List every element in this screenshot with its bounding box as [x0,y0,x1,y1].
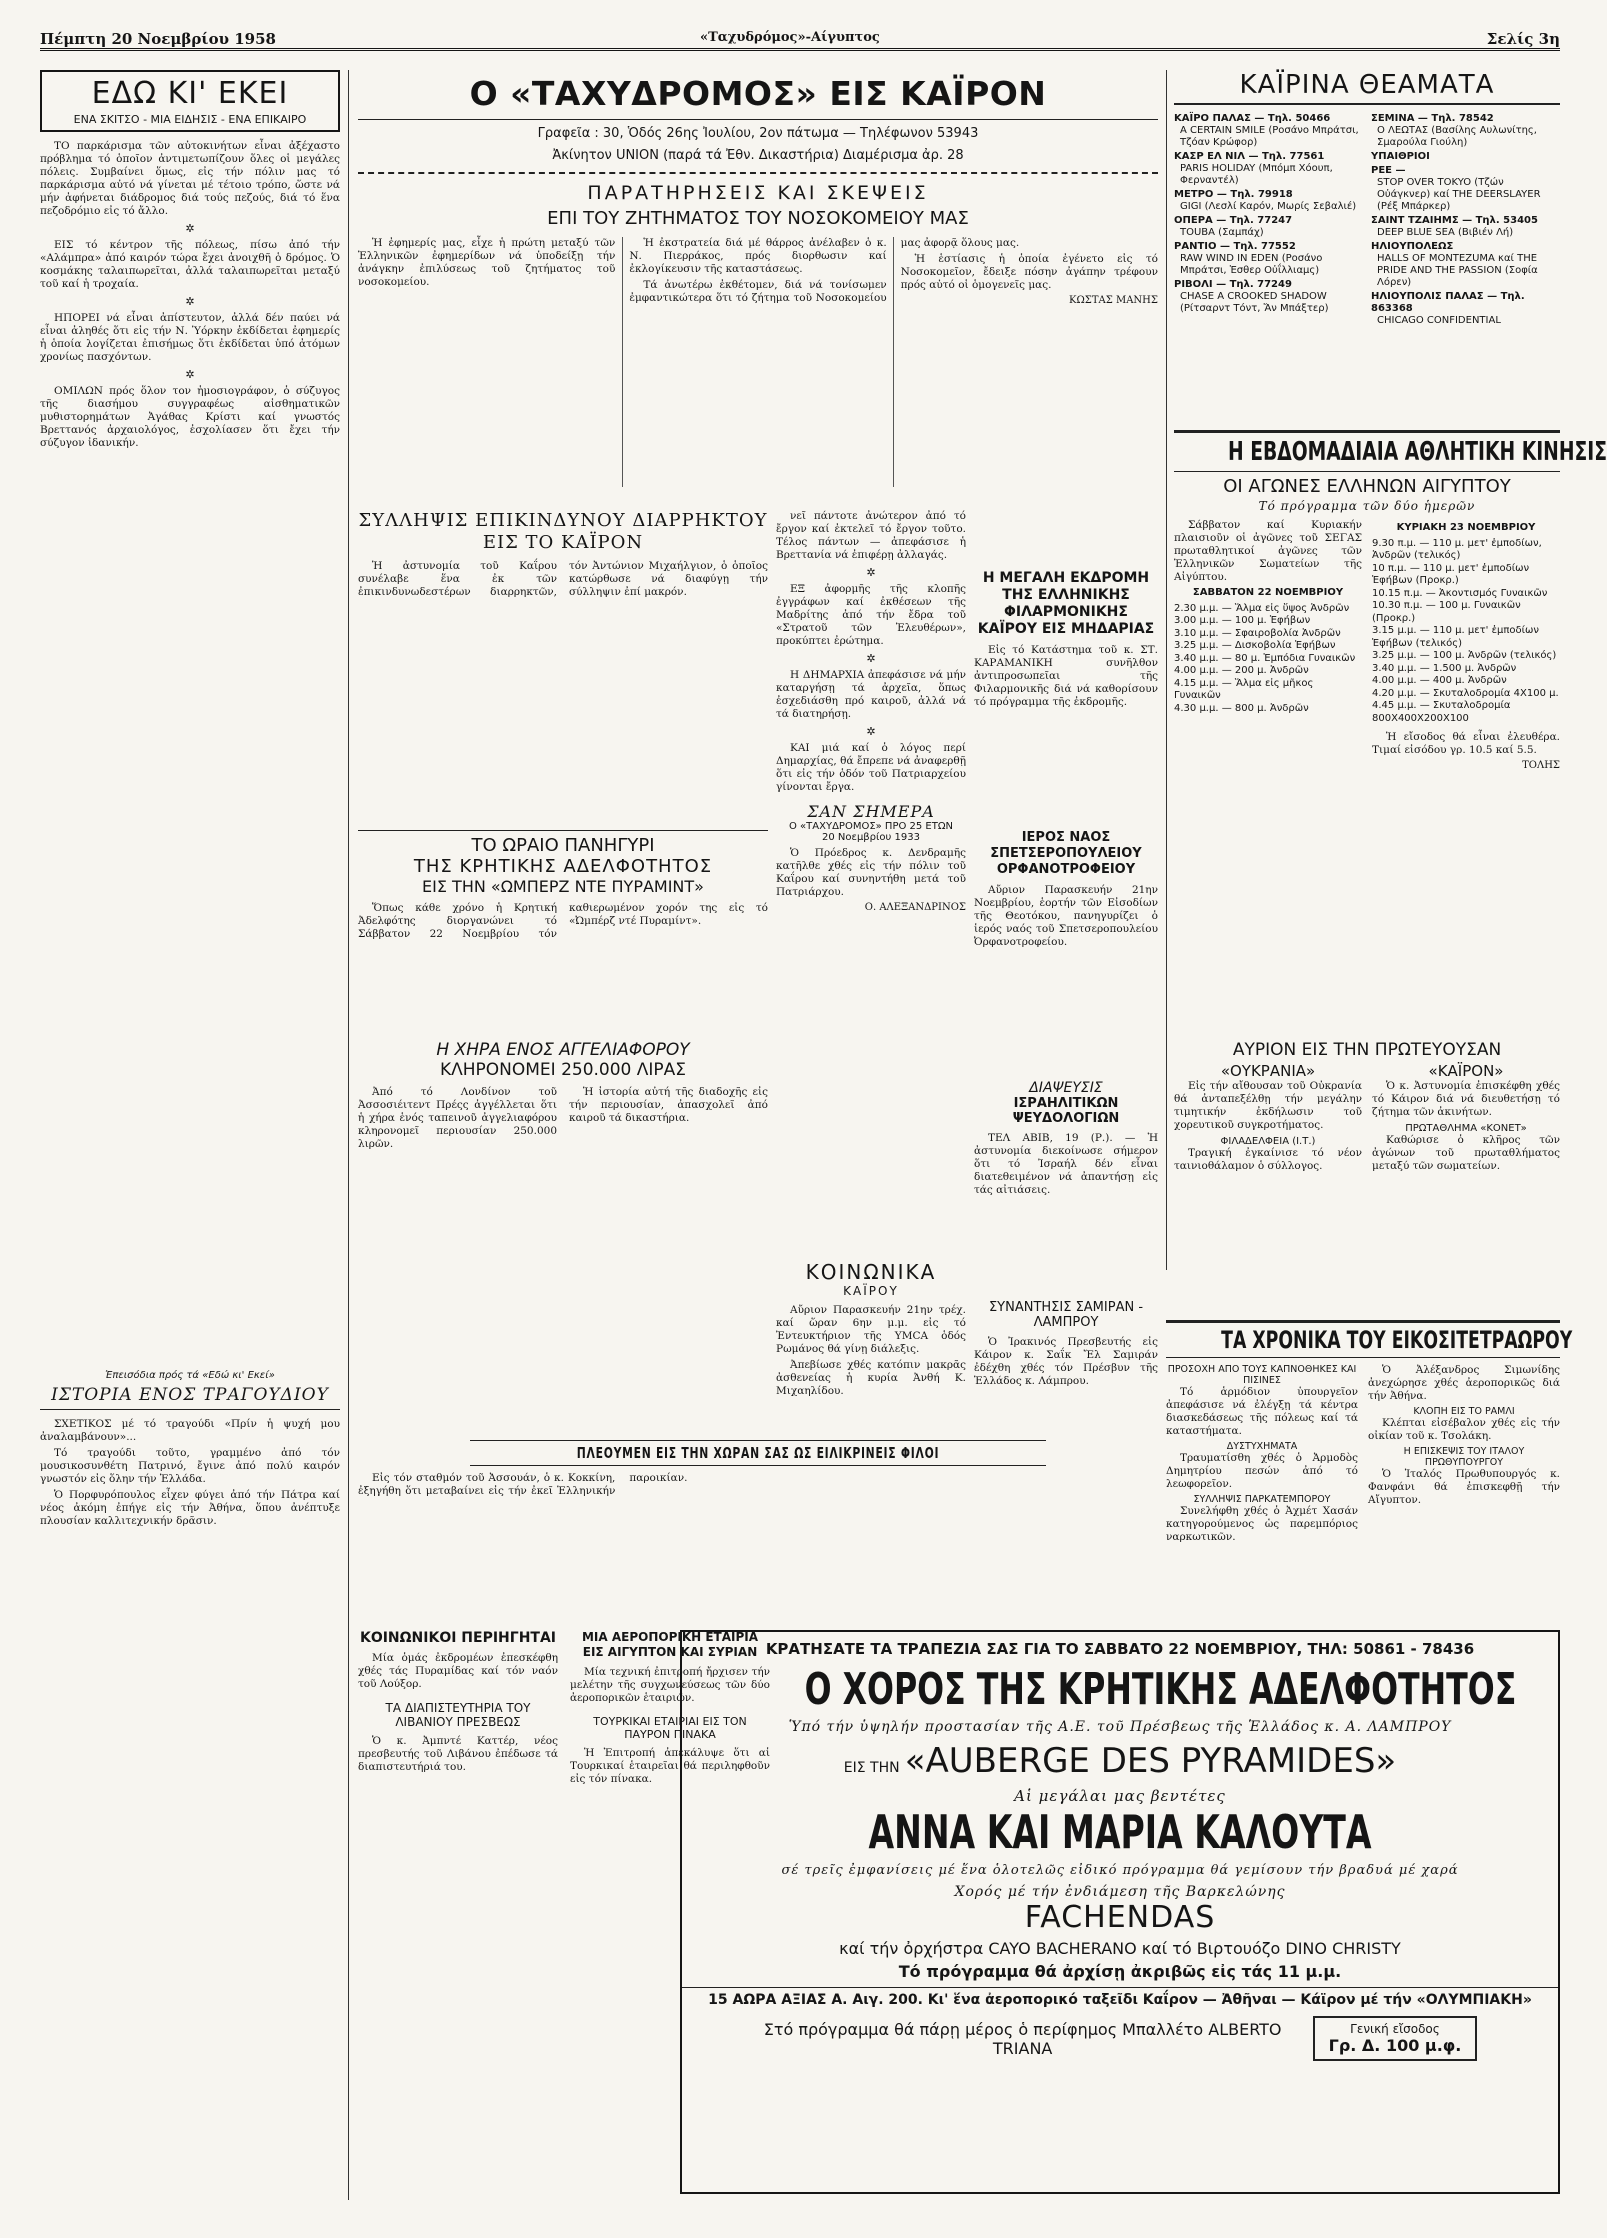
cinema-venue: ΡΕΕ — [1371,165,1406,176]
nosokomeio-byline: ΚΩΣΤΑΣ ΜΑΝΗΣ [1069,295,1158,306]
edo-paragraph-4: ΟΜΙΛΩΝ πρός ὅλον τον ἡμοσιογράφον, ὁ σύζυγος τῆς διασήμου συγγραφέως αἰσθηματικῶν μυθιστορημάτων Ἀγάθας Κρίστι καί γνωστός Βρεττανός ἀρχαιολόγος, ἐσχολίασεν ὅτι ἔχει τήν σύζυγον ἰδανικήν. [40,385,340,449]
ad-performers: ΑΝΝΑ ΚΑΙ ΜΑΡΙΑ ΚΑΛΟΥΤΑ [868,1805,1372,1859]
column-rule [348,70,349,2200]
nosokomeio-paragraph-4: Ἡ ἑστίασις ἡ ὁποία ἐγένετο εἰς τό Νοσοκομεῖον, ἔδειξε πόσην ἀγάπην τρέφουν πρός αὐτό οἱ ὁμογενεῖς μας. [900,253,1158,291]
article-nosokomeio [358,182,1158,502]
edo-paragraph-3: ΗΠΟΡΕΙ νά εἶναι ἀπίστευτον, ἀλλά δέν παύει νά εἶναι ἀληθές ὅτι εἰς τήν Ν. Ὑόρκην ἐκδίδεται ἐφημερίς ἡ ὁποία λογίζεται ἐπισήμως ὅτι ἐκδίδεται ὑπό ἀτόμων χρονίως πασχόντων. [40,312,340,363]
cinema-venue: ΚΑΪΡΟ ΠΑΛΑΣ — Τηλ. 50466 [1174,113,1331,124]
ad-start-time: Τό πρόγραμμα θά ἀρχίσῃ ἀκριβῶς εἰς τάς 11 μ.μ. [898,1962,1342,1981]
cinema-film: CHICAGO CONFIDENTIAL [1377,315,1501,326]
diapsefsis-title: ΙΣΡΑΗΛΙΤΙΚΩΝ ΨΕΥΔΟΛΟΓΙΩΝ [1012,1096,1120,1126]
livanos-text: Ὁ κ. Ἀμπντέ Καττέρ, νέος πρεσβευτής τοῦ Λιβάνου ἐπέδωσε τά διαπιστευτήριά του. [358,1735,558,1773]
song-title: ΙΣΤΟΡΙΑ ΕΝΟΣ ΤΡΑΓΟΥΔΙΟΥ [40,1385,340,1410]
schedule-row: 4.00 μ.μ. — 400 μ. Ἀνδρῶν [1372,675,1507,686]
avrion-title: ΑΥΡΙΟΝ ΕΙΣ ΤΗΝ ΠΡΩΤΕΥΟΥΣΑΝ [1232,1040,1502,1060]
cinema-film: RAW WIND IN EDEN (Ροσάνο Μπράτσι, Ἐσθερ Οὐΐλλιαμς) [1180,253,1323,276]
chira-text: Ἀπό τό Λονδίνον τοῦ Ἀσσοσιέιτεντ Πρέςς ἀγγέλλεται ὅτι ἡ χήρα ἑνός ταπεινοῦ ἀγγελιαφόρου κληρονομεῖ περιουσίαν 250.000 λιρῶν. [358,1086,557,1150]
cinema-film: HALLS OF MONTEZUMA καί THE PRIDE AND THE PASSION (Σοφία Λόρεν) [1377,253,1538,288]
schedule-row: 3.40 μ.μ. — 1.500 μ. Ἀνδρῶν [1372,662,1517,674]
cinema-film: STOP OVER TOKYO (Τζών Οὐάγκνερ) καί THE DEERSLAYER (Ρέξ Μπάρκερ) [1377,177,1541,212]
athlitiki-kinisis [1174,430,1607,1030]
dimarchia-paragraph-2: ΕΞ ἀφορμῆς τῆς κλοπῆς ἐγγράφων καί ἐκθέσεων τῆς Μαδρίτης ἀπό τήν ἔδρα τοῦ «Στρατοῦ τῶν Ἐλευθέρων», προκύπτει ἐρώτημα. [776,583,966,647]
article-chira [358,1040,768,1420]
day-1-heading: ΣΑΒΒΑΤΟΝ 22 ΝΟΕΜΒΡΙΟΥ [1192,587,1344,598]
article-panigyri [358,830,768,1035]
star-divider: ✲ [185,222,195,235]
ad-price-box [1313,2016,1478,2061]
folio-rule [40,48,1560,51]
san-simera-date: 20 Νοεμβρίου 1933 [822,832,920,843]
xronika-right-text-2: Κλέπται εἰσέβαλον χθές εἰς τήν οἰκίαν τοῦ κ. Τσολάκη. [1368,1417,1560,1442]
cinema-venue: ΣΕΜΙΝΑ — Τηλ. 78542 [1371,113,1494,124]
diapsefsis-kicker: ΔΙΑΨΕΥΣΙΣ [1029,1080,1103,1096]
avrion-article [1174,1040,1560,1310]
star-divider: ✲ [185,295,195,308]
article-diapsefsis [974,1080,1158,1250]
folio-paper: «Ταχυδρόμος»-Αίγυπτος [700,30,880,45]
article-orfanotrofeio [974,830,1158,1030]
avrion-filadelfeia: ΦΙΛΑΔΕΛΦΕΙΑ (Ι.Τ.) [1220,1136,1316,1147]
athlitiki-intro: Σάββατον καί Κυριακήν πλαισιοῦν οἱ ἀγῶνες τοῦ ΣΕΓΑΣ πρωταθλητικοί ἀγῶνες τῶν Ἑλληνικῶν Σωματείων τῆς Αἰγύπτου. [1174,519,1362,583]
article-periigitai [358,1630,558,2190]
xronika-article [1166,1320,1573,1620]
cinema-venue: ΣΑΙΝΤ ΤΖΑΙΗΜΣ — Τηλ. 53405 [1371,215,1538,226]
folio-bar [40,30,1560,52]
avrion-right-text-2: Καθώρισε ὁ κλῆρος τῶν ἀγώνων τοῦ πρωταθλήματος μεταξύ τῶν σωματείων. [1372,1134,1560,1172]
chira-text-2: Ἡ ἱστορία αὐτή τῆς διαδοχῆς εἰς τήν περιουσίαν, ἀπασχολεῖ ἀπό καιροῦ τά δικαστήρια. [569,1086,768,1124]
ad-ballet: Στό πρόγραμμα θά πάρῃ μέρος ὁ περίφημος Μπαλλέτο ALBERTO TRIANA [763,2019,1282,2058]
schedule-row: 10 π.μ. — 110 μ. μετ' ἐμποδίων Ἐφήβων (Προκρ.) [1372,562,1530,586]
nosokomeio-paragraph-1: Ἡ ἐφημερίς μας, εἶχε ἡ πρώτη μεταξύ τῶν Ἑλληνικῶν ἐφημερίδων νά ὑποδείξῃ τήν ἀνάγκην ἐπιλύσεως τοῦ ζητήματος τοῦ νοσοκομείου. [358,237,616,288]
avrion-left-text: Εἰς τήν αἴθουσαν τοῦ Οὐκρανία θά ἀνταπεξέλθῃ τήν μεγάλην τιμητικήν ἐκδήλωσιν τοῦ χορευτικοῦ συγκροτήματος. [1174,1080,1362,1131]
athlitiki-title: Η ΕΒΔΟΜΑΔΙΑΙΑ ΑΘΛΗΤΙΚΗ ΚΙΝΗΣΙΣ [1228,437,1607,467]
schedule-row: 3.25 μ.μ. — Δισκοβολία Ἐφήβων [1174,640,1336,651]
dimarchia-paragraph-1: νεῖ πάντοτε ἀνώτερον ἀπό τό ἔργον καί ἐκτελεῖ τό ἔργον τοῦτο. Τέλος πάντων — ἀπεφάσισε ἡ Βρεττανία νά ἐπιφέρῃ ἀλλαγάς. [776,510,966,561]
folio-page-number: Σελίς 3η [1486,30,1560,48]
ad-performers-note: σέ τρεῖς ἐμφανίσεις μέ ἕνα ὁλοτελῶς εἰδικό πρόγραμμα θά γεμίσουν τήν βραδυά μέ χαρά [781,1863,1459,1878]
avrion-right-text: Ὁ κ. Ἀστυνομία ἐπισκέφθη χθές τό Κάιρον διά νά διευθετήσῃ τό ζήτημα τῶν ἀκινήτων. [1372,1080,1560,1118]
xronika-klopi: ΚΛΟΠΗ ΕΙΣ ΤΟ ΡΑΜΛΙ [1413,1406,1515,1417]
ad-venue: «AUBERGE DES PYRAMIDES» [904,1741,1397,1781]
folio-date: Πέμπτη 20 Νοεμβρίου 1958 [40,30,276,48]
koinonika-text: Αὔριον Παρασκευήν 21ην τρέχ. καί ὥραν 6ην μ.μ. εἰς τό Ἐντευκτήριον τῆς ΥΜCΑ ὁδός Ρωμάνος θά γίνῃ διάλεξις. [776,1304,966,1355]
dimarchia-paragraph-3: Η ΔΗΜΑΡΧΙΑ ἀπεφάσισε νά μήν καταργήσῃ τά ἀρχεῖα, ὅπως ἐσχεδιάσθη πρό καιροῦ, ἀλλά νά τά διατηρήσῃ. [776,669,966,720]
cinema-venue: ΚΑΣΡ ΕΛ ΝΙΛ — Τηλ. 77561 [1174,151,1325,162]
xronika-left-head: ΠΡΟΣΟΧΗ ΑΠΟ ΤΟΥΣ ΚΑΠΝΟΘΗΚΕΣ ΚΑΙ ΠΙΣΙΝΕΣ [1167,1364,1357,1386]
article-filarmoniki [974,570,1158,810]
periigitai-text: Μία ὁμάς ἐκδρομέων ἐπεσκέφθη χθές τάς Πυραμίδας καί τόν ναόν τοῦ Λούξορ. [358,1652,558,1690]
dimarchia-paragraph-4: ΚΑΙ μιά καί ὁ λόγος περί Δημαρχίας, θά ἔπρεπε νά ἀναφερθῇ ὅτι εἰς τήν ὁδόν τοῦ Πατριαρχείου γίνονται ἔργα. [776,742,966,793]
schedule-row: 4.30 μ.μ. — 800 μ. Ἀνδρῶν [1174,702,1309,714]
edo-ki-ekei-subtitle: ΕΝΑ ΣΚΙΤΣΟ - ΜΙΑ ΕΙΔΗΣΙΣ - ΕΝΑ ΕΠΙΚΑΙΡΟ [73,113,307,126]
star-divider: ✲ [866,725,876,738]
kairina-title: ΚΑΪΡΙΝΑ ΘΕΑΜΑΤΑ [1174,70,1560,105]
synantisis-title: ΣΥΝΑΝΤΗΣΙΣ ΣΑΜΙΡΑΝ - ΛΑΜΠΡΟΥ [988,1300,1144,1330]
syllipsis-text: Ἡ ἀστυνομία τοῦ Καΐρου συνέλαβε ἕνα ἐκ τῶν ἐπικινδυνωδεστέρων διαρρηκτῶν, τόν Ἀντώνιον Μιχαήλγιον, ὁ ὁποῖος κατώρθωσε νά διαφύγῃ τήν σύλληψιν ἐπί μακρόν. [358,560,768,598]
kairina-theamata [1174,70,1560,430]
masthead-title: Ο «ΤΑΧΥΔΡΟΜΟΣ» ΕΙΣ ΚΑΪΡΟΝ [358,74,1158,120]
xronika-dystychimata: ΔΥΣΤΥΧΗΜΑΤΑ [1226,1441,1298,1452]
athlitiki-subtitle: ΟΙ ΑΓΩΝΕΣ ΕΛΛΗΝΩΝ ΑΙΓΥΠΤΟΥ [1223,476,1511,497]
livanos-title: ΤΑ ΔΙΑΠΙΣΤΕΥΤΗΡΙΑ ΤΟΥ ΛΙΒΑΝΙΟΥ ΠΡΕΣΒΕΩΣ [385,1701,531,1729]
cinema-list-left [1174,111,1363,327]
synantisis-text: Ὁ Ἰρακινός Πρεσβευτής εἰς Κάιρον κ. Σαΐκ Ἔλ Σαμιράν ἐδέχθη χθές τόν Πρέσβυν τῆς Ἑλλάδος κ. Λάμπρου. [974,1336,1158,1387]
xronika-right-text-3: Ὁ Ἰταλός Πρωθυπουργός κ. Φανφάνι θά ἐπισκεφθῇ τήν Αἴγυπτον. [1368,1468,1560,1506]
koinonika-sub: ΚΑΪΡΟΥ [843,1284,899,1298]
ad-price: Γρ. Δ. 100 μ.φ. [1328,2036,1462,2055]
cinema-venue: ΥΠΑΙΘΡΙΟΙ [1371,151,1430,162]
song-paragraph-1: ΣΧΕΤΙΚΟΣ μέ τό τραγούδι «Πρίν ἡ ψυχή μου ἀναλαμβάνουν»... [40,1418,340,1443]
koinonika-title: ΚΟΙΝΩΝΙΚΑ [805,1260,937,1284]
edo-paragraph-1: ΤΟ παρκάρισμα τῶν αὐτοκινήτων εἶναι ἀξέχαστο πρόβλημα τό ὁποῖον ἀντιμετωπίζουν ὅλες οἱ μεγάλες πόλεις. Συμβαίνει ὅμως, εἰς τήν πόλιν μας τό παρκάρισμα αὐτό νά γίνεται μέ τέτοιο τρόπο, ὥστε νά μήν ἀφήνεται διάδρομος διά τούς πεζούς, διά τό ἕνα πεζοδρόμιο εἰς τό ἄλλο. [40,140,340,217]
xronika-syllipsis: ΣΥΛΛΗΨΙΣ ΠΑΡΚΑΤΕΜΠΟΡΟΥ [1193,1494,1331,1505]
masthead [358,74,1158,184]
nosokomeio-title: ΕΠΙ ΤΟΥ ΖΗΤΗΜΑΤΟΣ ΤΟΥ ΝΟΣΟΚΟΜΕΙΟΥ ΜΑΣ [547,208,969,229]
schedule-row: 10.30 π.μ. — 100 μ. Γυναικῶν (Προκρ.) [1372,600,1521,624]
star-divider: ✲ [866,652,876,665]
ad-patronage: Ὑπό τήν ὑψηλήν προστασίαν τῆς Α.Ε. τοῦ Πρέσβεως τῆς Ἑλλάδος κ. Α. ΛΑΜΠΡΟΥ [788,1719,1452,1735]
aeroporiki-title: ΜΙΑ ΑΕΡΟΠΟΡΙΚΗ ΕΤΑΙΡΙΑ ΕΙΣ ΑΙΓΥΠΤΟΝ ΚΑΙ ΣΥΡΙΑΝ [581,1630,759,1659]
song-paragraph-3: Ὁ Πορφυρόπουλος εἶχεν φύγει ἀπό τήν Πάτρα καί νέος ἀκόμη ἐπήγε εἰς τήν Ἀθήνα, ὅπου ἀνέπτυξε πλουσίαν καλλιτεχνικήν δρᾶσιν. [40,1489,340,1527]
ad-orchestra: καί τήν ὀρχήστρα CAYO BACHERANO καί τό Βιρτουόζο DINO CHRISTY [839,1939,1401,1958]
panigyri-line-1: ΤΟ ΩΡΑΙΟ ΠΑΝΗΓΥΡΙ [471,835,655,856]
cinema-venue: ΡΙΒΟΛΙ — Τηλ. 77249 [1174,279,1292,290]
panigyri-line-3: ΕΙΣ ΤΗΝ «ΩΜΠΕΡΖ ΝΤΕ ΠΥΡΑΜΙΝΤ» [422,877,704,896]
dance-advertisement [680,1630,1560,2194]
athlitiki-byline: ΤΟΛΗΣ [1522,760,1560,771]
filarmoniki-text: Εἰς τό Κατάστημα τοῦ κ. ΣΤ. ΚΑΡΑΜΑΝΙΚΗ συνῆλθον ἀντιπροσωπεῖαι τῆς Φιλαρμονικῆς διά νά καθορίσουν τό πρόγραμμα τῆς ἐκδρομῆς. [974,644,1158,708]
ad-headline: Ο ΧΟΡΟΣ ΤΗΣ ΚΡΗΤΙΚΗΣ ΑΔΕΛΦΟΤΗΤΟΣ [804,1664,1517,1715]
san-simera-text: Ὁ Πρόεδρος κ. Δενδραμῆς κατῆλθε χθές εἰς τήν πόλιν τοῦ Καΐρου καί συνηντήθη μετά τοῦ Πατριάρχου. [776,847,966,898]
periigitai-title: ΚΟΙΝΩΝΙΚΟΙ ΠΕΡΙΗΓΗΤΑΙ [359,1630,557,1646]
schedule-row: 3.25 μ.μ. — 100 μ. Ἀνδρῶν (τελικός) [1372,650,1557,661]
schedule-row: 3.15 μ.μ. — 110 μ. μετ' ἐμποδίων Ἐφήβων (τελικός) [1372,625,1539,649]
cinema-venue: ΗΛΙΟΥΠΟΛΙΣ ΠΑΛΑΣ — Τηλ. 863368 [1371,291,1525,314]
xronika-episkepsis: Η ΕΠΙΣΚΕΨΙΣ ΤΟΥ ΙΤΑΛΟΥ ΠΡΩΘΥΠΟΥΡΓΟΥ [1403,1446,1525,1468]
column-edo-ki-ekei [40,70,340,2200]
san-simera-title: ΣΑΝ ΣΗΜΕΡΑ [807,802,935,821]
schedule-row: 3.00 μ.μ. — 100 μ. Ἐφήβων [1174,615,1311,626]
star-divider: ✲ [185,368,195,381]
xronika-right-text: Ὁ Ἀλέξανδρος Σιμωνίδης ἀνεχώρησε χθές ἀεροπορικῶς διά τήν Ἀθήνα. [1368,1364,1560,1402]
xronika-left-text-2: Τραυματίσθη χθές ὁ Ἀρμοδὸς Δημητρίου πεσών ἀπό τό λεωφορεῖον. [1166,1452,1358,1490]
schedule-row: 10.15 π.μ. — Ἀκοντισμός Γυναικῶν [1372,587,1548,599]
avrion-kairon: «ΚΑΪΡΟΝ» [1428,1062,1504,1080]
orfanotrofeio-title: ΙΕΡΟΣ ΝΑΟΣ ΣΠΕΤΣΕΡΟΠΟΥΛΕΙΟΥ ΟΡΦΑΝΟΤΡΟΦΕΙΟΥ [990,830,1142,877]
dimarchia-byline: Ο. ΑΛΕΞΑΝΔΡΙΝΟΣ [864,902,966,913]
ad-fachendas: FACHENDAS [1024,1900,1216,1935]
edo-paragraph-2: ΕΙΣ τό κέντρον τῆς πόλεως, πίσω ἀπό τήν «Αλάμπρα» ἀπό καιρόν τώρα ἔχει ἀνοιχθῆ ὁ δρόμος. Ὁ κοσμάκης ταλαιπωρεῖται, ἀλλά ταλαιπωρεῖται μεταξύ τοῦ καί ἡ τροχαία. [40,239,340,290]
ad-dance-intro: Χορός μέ τήν ἐνδιάμεση τῆς Βαρκελώνης [954,1884,1286,1900]
xronika-left-text-3: Συνελήφθη χθές ὁ Ἀχμέτ Χασάν κατηγορούμενος ὡς παρεμπόριος ναρκωτικῶν. [1166,1505,1358,1543]
ad-venue-prefix: ΕΙΣ ΤΗΝ [843,1760,900,1776]
masthead-building: Ἀκίνητον UNION (παρά τά Ἐθν. Δικαστήρια) Διαμέρισμα ἀρ. 28 [552,148,964,163]
chira-line-2: ΚΛΗΡΟΝΟΜΕΙ 250.000 ΛΙΡΑΣ [439,1060,687,1080]
orfanotrofeio-text: Αὔριον Παρασκευήν 21ην Νοεμβρίου, ἑορτήν τῶν Εἰσοδίων τῆς Θεοτόκου, πανηγυρίζει ὁ ἱερός ναός τοῦ Σπετσεροπουλείου Ὀρφανοτροφείου. [974,884,1158,948]
cinema-venue: ΟΠΕΡΑ — Τηλ. 77247 [1174,215,1293,226]
article-syllipsis [358,510,768,730]
cinema-film: A CERTAIN SMILE (Ροσάνο Μπράτσι, Τζόαν Κρώφορ) [1180,125,1359,148]
song-kicker: Ἐπεισόδια πρός τά «Εδώ κι' Εκεί» [105,1370,275,1381]
koinonika-text-2: Ἀπεβίωσε χθές κατόπιν μακρᾶς ἀσθενείας ἡ κυρία Ἀνθή Κ. Μιχαηλίδου. [776,1359,966,1397]
cinema-film: TOUBA (Σαμπάχ) [1180,227,1264,238]
filarmoniki-title: Η ΜΕΓΑΛΗ ΕΚΔΡΟΜΗ ΤΗΣ ΕΛΛΗΝΙΚΗΣ ΦΙΛΑΡΜΟΝΙΚΗΣ ΚΑΪΡΟΥ ΕΙΣ ΜΗΔΑΡΙΑΣ [977,570,1155,637]
schedule-row: 9.30 π.μ. — 110 μ. μετ' ἐμποδίων, Ἀνδρῶν (τελικός) [1372,537,1542,561]
cinema-list-right [1371,111,1560,327]
schedule-row: 4.20 μ.μ. — Σκυταλοδρομία 4Χ100 μ. [1372,687,1559,699]
syllipsis-title: ΣΥΛΛΗΨΙΣ ΕΠΙΚΙΝΔΥΝΟΥ ΔΙΑΡΡΗΚΤΟΥ ΕΙΣ ΤΟ ΚΑΪΡΟΝ [358,510,768,553]
day-1-schedule [1174,603,1362,716]
masthead-dash-rule [358,172,1158,174]
cinema-film: Ο ΛΕΩΤΑΣ (Βασίλης Αυλωνίτης, Σμαρούλα Γιούλη) [1377,125,1537,148]
tourkikai-text: Ἡ Ἐπιτροπή ἀπεκάλυψε ὅτι αἱ Τουρκικαί ἑταιρεῖαι θά περιληφθοῦν εἰς τόν πίνακα. [570,1747,770,1785]
schedule-row: 4.00 μ.μ. — 200 μ. Ἀνδρῶν [1174,665,1309,676]
tourkikai-title: ΤΟΥΡΚΙΚΑΙ ΕΤΑΙΡΙΑΙ ΕΙΣ ΤΟΝ ΠΑΥΡΟΝ ΠΙΝΑΚΑ [593,1715,747,1741]
chira-line-1: Η ΧΗΡΑ ΕΝΟΣ ΑΓΓΕΛΙΑΦΟΡΟΥ [436,1040,690,1060]
edo-ki-ekei-box [40,70,340,132]
cinema-venue: ΜΕΤΡΟ — Τηλ. 79918 [1174,189,1293,200]
san-simera-sub: Ο «ΤΑΧΥΔΡΟΜΟΣ» ΠΡΟ 25 ΕΤΩΝ [789,821,953,832]
nosokomeio-paragraph-2: Ἡ ἐκστρατεία διά μέ θάρρος ἀνέλαβεν ὁ κ. Ν. Πιερράκος, πρός διορθωσιν καί ἐκλογίκευσιν τῆς καταστάσεως. [629,237,887,275]
ad-venue-line [682,1741,1558,1781]
cinema-venue: ΗΛΙΟΥΠΟΛΕΩΣ [1371,241,1454,252]
newspaper-page [40,30,1607,2208]
masthead-address: Γραφεῖα : 30, Ὁδός 26ης Ἰουλίου, 2ον πάτωμα — Τηλέφωνον 53943 [537,126,979,141]
avrion-protathlima: ΠΡΩΤΑΘΛΗΜΑ «ΚΟΝΕΤ» [1405,1123,1527,1134]
schedule-row: 3.40 μ.μ. — 80 μ. Ἐμπόδια Γυναικῶν [1174,652,1356,664]
ad-price-label: Γενική εἴσοδος [1350,2022,1440,2036]
ad-reservation-line: ΚΡΑΤΗΣΑΤΕ ΤΑ ΤΡΑΠΕΖΙΑ ΣΑΣ ΓΙΑ ΤΟ ΣΑΒΒΑΤΟ 22 ΝΟΕΜΒΡΙΟΥ, ΤΗΛ: 50861 - 78436 [765,1640,1475,1658]
edo-ki-ekei-title: ΕΔΩ ΚΙ' ΕΚΕΙ [91,76,289,111]
column-dimarchia-text [776,510,966,1250]
schedule-row: 3.10 μ.μ. — Σφαιροβολία Ἀνδρῶν [1174,627,1341,639]
cinema-film: GIGI (Λεσλί Καρόν, Μωρίς Σεβαλιέ) [1180,201,1357,212]
column-rule [1166,70,1167,1270]
panigyri-line-2: ΤΗΣ ΚΡΗΤΙΚΗΣ ΑΔΕΛΦΟΤΗΤΟΣ [413,856,713,877]
cinema-venue: ΡΑΝΤΙΟ — Τηλ. 77552 [1174,241,1296,252]
article-fili [358,1440,1158,1610]
avrion-left-text-2: Τραγική ἐγκαίνισε τό νέον ταινιοθάλαμον ὁ σύλλογος. [1174,1147,1362,1172]
xronika-left-text: Τό ἁρμόδιον ὑπουργεῖον ἀπεφάσισε νά ἐλέγξῃ τά κέντρα διασκεδάσεως τῆς πόλεως καί τά καταστήματα. [1166,1386,1358,1437]
fili-text: Εἰς τόν σταθμόν τοῦ Ἀσσουάν, ὁ κ. Κοκκίνη, ἐξηγήθη ὅτι μεταβαίνει εἰς τήν ἐκεῖ Ἑλληνικήν παροικίαν. [358,1472,688,1497]
fili-title: ΠΛΕΟΥΜΕΝ ΕΙΣ ΤΗΝ ΧΩΡΑΝ ΣΑΣ ΩΣ ΕΙΛΙΚΡΙΝΕΙΣ ΦΙΛΟΙ [470,1440,1046,1466]
nosokomeio-kicker: ΠΑΡΑΤΗΡΗΣΕΙΣ ΚΑΙ ΣΚΕΨΕΙΣ [587,182,929,204]
cinema-film: PARIS HOLIDAY (Μπόμπ Χόουπ, Φερναντέλ) [1180,163,1333,186]
avrion-ukrania: «ΟΥΚΡΑΝΙΑ» [1220,1062,1316,1080]
cinema-film: DEEP BLUE SEA (Βιβιέν Λή) [1377,227,1514,238]
athlitiki-footer: Ἡ εἴσοδος θά εἶναι ἐλευθέρα. Τιμαί εἰσόδου γρ. 10.5 καί 5.5. [1372,731,1560,756]
athlitiki-kicker: Τό πρόγραμμα τῶν δύο ἡμερῶν [1258,499,1476,513]
ad-stars-intro: Αἱ μεγάλαι μας βεντέτες [1014,1787,1226,1805]
panigyri-text: Ὅπως κάθε χρόνο ἡ Κρητική Ἀδελφότης διοργανώνει τό Σάββατον 22 Νοεμβρίου τόν καθιερωμένον χορόν της εἰς τό «Ὠμπέρζ ντέ Πυραμίντ». [358,902,768,940]
schedule-row: 4.15 μ.μ. — Ἅλμα εἰς μῆκος Γυναικῶν [1174,677,1314,701]
song-paragraph-2: Τό τραγούδι τοῦτο, γραμμένο ἀπό τόν μουσικοσυνθέτη Πατρινό, ἔγινε ἀπό πολύ καιρόν γνωστόν εἰς ὅλην τήν Ἑλλάδα. [40,1447,340,1485]
cinema-film: CHASE A CROOKED SHADOW (Ρίτσαρντ Τόντ, Ἄν Μπάξτερ) [1180,291,1329,314]
day-2-heading: ΚΥΡΙΑΚΗ 23 ΝΟΕΜΒΡΙΟΥ [1396,522,1536,533]
star-divider: ✲ [866,566,876,579]
day-2-schedule [1372,538,1560,726]
nosokomeio-paragraph-3: Τά ἀνωτέρω ἐκθέτομεν, διά νά τονίσωμεν ἐμφαντικώτερα ὅτι τό ζήτημα τοῦ Νοσοκομείου μας ἀφορᾷ ὅλους μας. [629,237,1020,304]
aeroporiki-text: Μία τεχνική ἐπιτροπή ἤρχισεν τήν μελέτην τῆς συγχωνεύσεως τῶν δύο ἀεροπορικῶν ἑταιριῶν. [570,1666,770,1704]
diapsefsis-text: ΤΕΛ ΑΒΙΒ, 19 (Ρ.). — Ἡ ἀστυνομία διεκοίνωσε σήμερον ὅτι τό Ἰσραήλ δέν εἶναι διατεθειμένον νά ἀπαντήσῃ εἰς τάς αἰτιάσεις. [974,1132,1158,1196]
ad-prize: 15 ΑΩΡΑ ΑΞΙΑΣ Α. Αιγ. 200. Κι' ἕνα ἀεροπορικό ταξεῖδι Καΐρον — Ἀθῆναι — Κάϊρον μέ τήν «ΟΛΥΜΠΙΑΚΗ» [682,1987,1558,2008]
schedule-row: 4.45 μ.μ. — Σκυταλοδρομία 800Χ400Χ200Χ100 [1372,700,1511,724]
schedule-row: 2.30 μ.μ. — Ἅλμα εἰς ὕψος Ἀνδρῶν [1174,602,1350,614]
xronika-title: ΤΑ ΧΡΟΝΙΚΑ ΤΟΥ ΕΙΚΟΣΙΤΕΤΡΑΩΡΟΥ [1221,1326,1573,1354]
